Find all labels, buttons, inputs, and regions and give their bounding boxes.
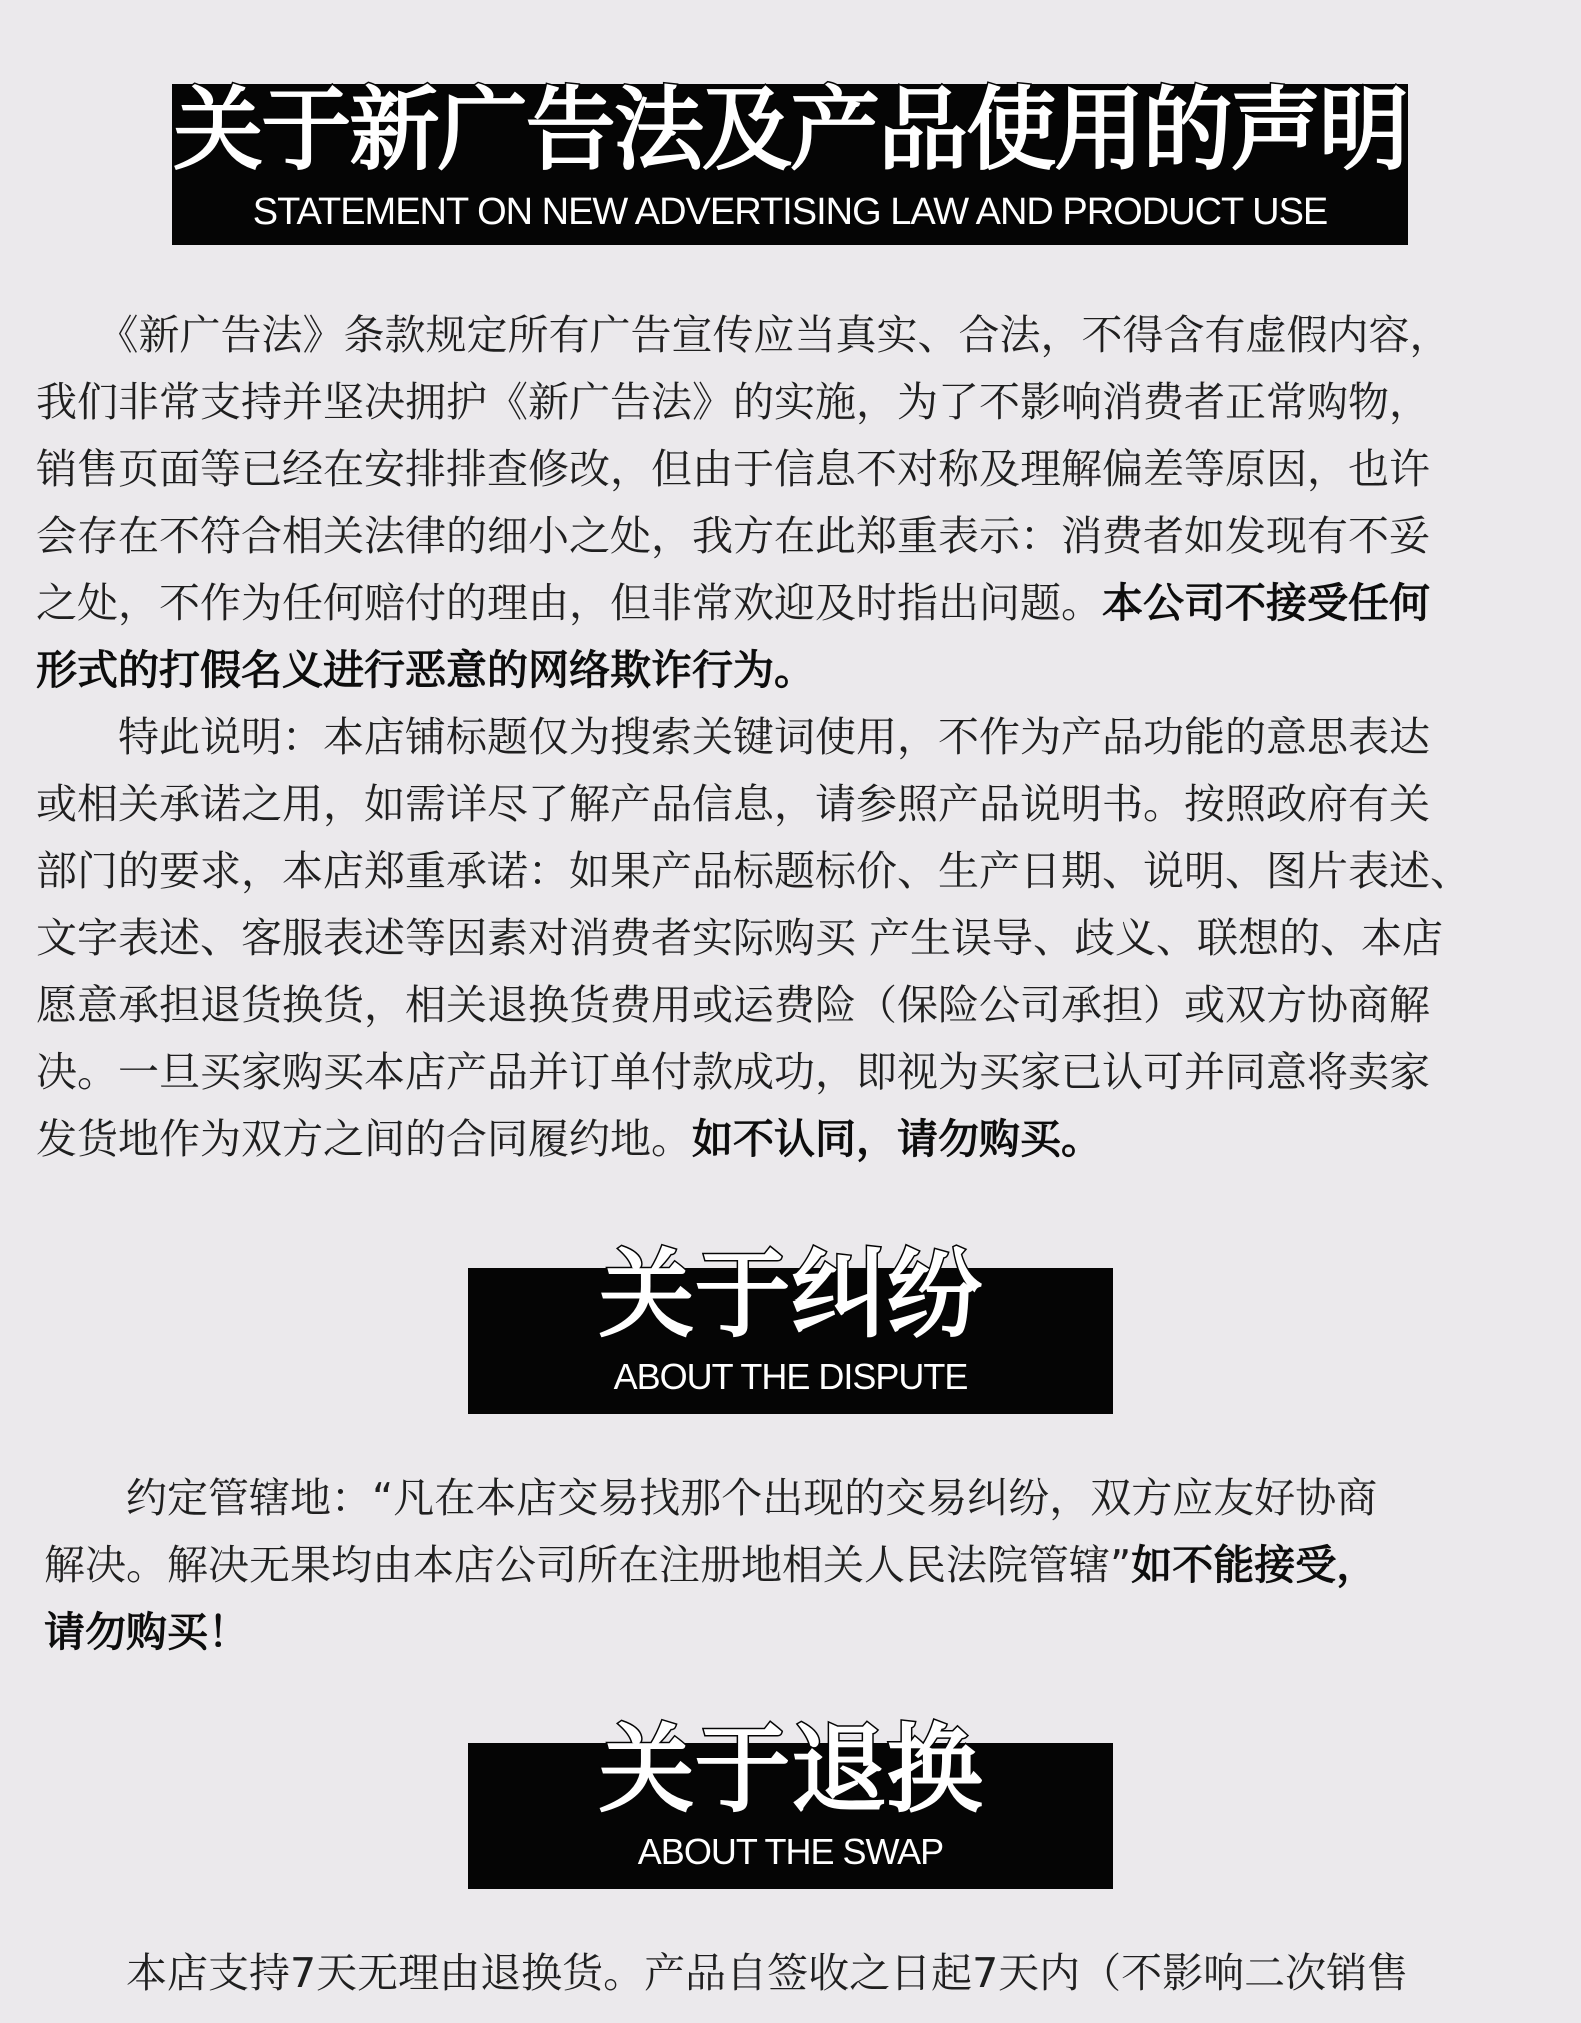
bold-notice: 如不认同，请勿购买。 [692, 1115, 1102, 1163]
paragraph-line [44, 1532, 1377, 1599]
section-title-cn: 关于纠纷 [598, 1239, 983, 1351]
paragraph-line: 愿意承担退货换货，相关退换货费用或运费险（保险公司承担）或双方协商解 [36, 981, 1430, 1029]
paragraph-line: 决。一旦买家购买本店产品并订单付款成功，即视为买家已认可并同意将卖家 [36, 1048, 1430, 1096]
section-header-swap [468, 1714, 1113, 1889]
paragraph-line [36, 1106, 1471, 1173]
advertising-law-paragraph [36, 302, 1451, 704]
section-header-statement [172, 78, 1408, 245]
paragraph-line: 特此说明：本店铺标题仅为搜索关键词使用，不作为产品功能的意思表达 [36, 713, 1430, 761]
section-title-cn: 关于新广告法及产品使用的声明 [173, 78, 1407, 183]
paragraph-line: 我们非常支持并坚决拥护《新广告法》的实施，为了不影响消费者正常购物， [36, 378, 1430, 426]
section-title-cn: 关于退换 [598, 1714, 983, 1826]
bold-notice: 如不能接受， [1131, 1541, 1378, 1589]
paragraph-line: 或相关承诺之用，如需详尽了解产品信息，请参照产品说明书。按照政府有关 [36, 780, 1430, 828]
paragraph-line: 约定管辖地：“凡在本店交易找那个出现的交易纠纷，双方应友好协商 [44, 1474, 1378, 1522]
line-text: 解决。解决无果均由本店公司所在注册地相关人民法院管辖” [44, 1541, 1132, 1589]
section-title-en: ABOUT THE SWAP [637, 1831, 944, 1872]
paragraph-line: 文字表述、客服表述等因素对消费者实际购买 产生误导、歧义、联想的、本店 [36, 914, 1444, 962]
swap-paragraph [44, 1940, 1408, 2007]
paragraph-line [44, 1599, 1377, 1666]
paragraph-line: 《新广告法》条款规定所有广告宣传应当真实、合法，不得含有虚假内容， [36, 311, 1451, 359]
paragraph-line: 部门的要求，本店郑重承诺：如果产品标题标价、生产日期、说明、图片表述、 [36, 847, 1471, 895]
bold-notice: 形式的打假名义进行恶意的网络欺诈行为。 [36, 646, 815, 694]
line-text: 发货地作为双方之间的合同履约地。 [36, 1115, 692, 1163]
line-text: 之处，不作为任何赔付的理由，但非常欢迎及时指出问题。 [36, 579, 1102, 627]
title-usage-paragraph [36, 704, 1471, 1173]
dispute-paragraph [44, 1465, 1377, 1666]
bold-notice: 请勿购买！ [44, 1608, 249, 1656]
section-header-dispute [468, 1239, 1113, 1414]
paragraph-line [36, 637, 1451, 704]
bold-notice: 本公司不接受任何 [1102, 579, 1430, 627]
paragraph-line [36, 570, 1451, 637]
paragraph-line: 会存在不符合相关法律的细小之处，我方在此郑重表示：消费者如发现有不妥 [36, 512, 1430, 560]
section-title-en: STATEMENT ON NEW ADVERTISING LAW AND PRODUCT USE [252, 191, 1328, 233]
paragraph-line: 本店支持7天无理由退换货。产品自签收之日起7天内（不影响二次销售 [44, 1949, 1409, 1997]
section-title-en: ABOUT THE DISPUTE [613, 1356, 968, 1397]
paragraph-line: 销售页面等已经在安排排查修改，但由于信息不对称及理解偏差等原因，也许 [36, 445, 1430, 493]
